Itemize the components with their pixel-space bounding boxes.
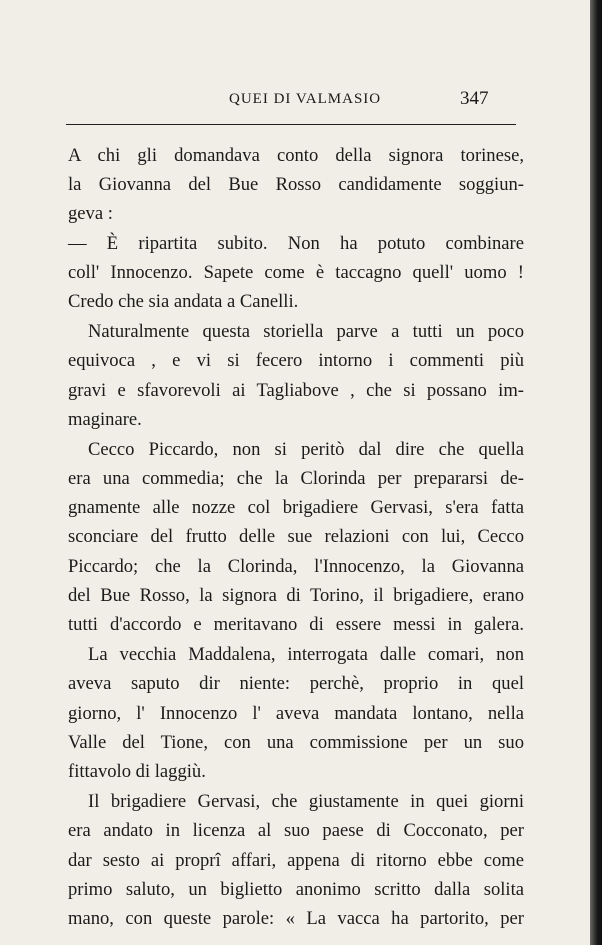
- text-line: gnamente alle nozze col brigadiere Gervasi, s'era fatta: [68, 497, 524, 519]
- page-number: 347: [460, 88, 489, 109]
- text-line: Credo che sia andata a Canelli.: [68, 290, 299, 312]
- body-text: [68, 141, 524, 933]
- text-line: Naturalmente questa storiella parve a tutti un poco: [88, 321, 524, 343]
- text-line: Il brigadiere Gervasi, che giustamente in quei giorni: [88, 791, 524, 813]
- page-edge-shadow: [590, 0, 602, 945]
- text-line: A chi gli domandava conto della signora torinese,: [68, 145, 524, 166]
- text-line: — È ripartita subito. Non ha potuto combinare: [68, 232, 524, 254]
- text-line: era andato in licenza al suo paese di Cocconato, per: [68, 820, 524, 842]
- text-line: primo saluto, un biglietto anonimo scritto dalla solita: [68, 878, 524, 900]
- text-line: coll' Innocenzo. Sapete come è taccagno quell' uomo !: [68, 261, 524, 283]
- text-line: geva :: [68, 203, 113, 225]
- text-line: maginare.: [68, 408, 142, 430]
- text-line: aveva saputo dir niente: perchè, proprio in quel: [68, 673, 524, 695]
- text-line: mano, con queste parole: « La vacca ha partorito, per: [68, 907, 524, 929]
- text-line: gravi e sfavorevoli ai Tagliabove , che si possano im-: [68, 379, 524, 401]
- text-line: tutti d'accordo e meritavano di essere messi in galera.: [68, 614, 524, 635]
- text-line: sconciare del frutto delle sue relazioni con lui, Cecco: [68, 526, 524, 548]
- text-line: Piccardo; che la Clorinda, l'Innocenzo, la Giovanna: [68, 555, 524, 577]
- text-line: Valle del Tione, con una commissione per un suo: [68, 731, 524, 753]
- text-line: la Giovanna del Bue Rosso candidamente soggiun-: [68, 174, 524, 196]
- text-line: dar sesto ai proprî affari, appena di ritorno ebbe come: [68, 849, 524, 871]
- text-line: La vecchia Maddalena, interrogata dalle comari, non: [88, 644, 524, 666]
- text-line: equivoca , e vi si fecero intorno i commenti più: [68, 350, 524, 372]
- text-line: Cecco Piccardo, non si peritò dal dire che quella: [88, 438, 524, 460]
- text-line: giorno, l' Innocenzo l' aveva mandata lontano, nella: [68, 702, 524, 724]
- running-title: QUEI DI VALMASIO: [229, 91, 382, 107]
- text-line: fittavolo di laggiù.: [68, 760, 206, 782]
- header-rule: [66, 124, 516, 125]
- page-header: [0, 88, 590, 112]
- text-line: era una commedia; che la Clorinda per prepararsi de-: [68, 468, 524, 490]
- text-line: del Bue Rosso, la signora di Torino, il brigadiere, erano: [68, 584, 524, 606]
